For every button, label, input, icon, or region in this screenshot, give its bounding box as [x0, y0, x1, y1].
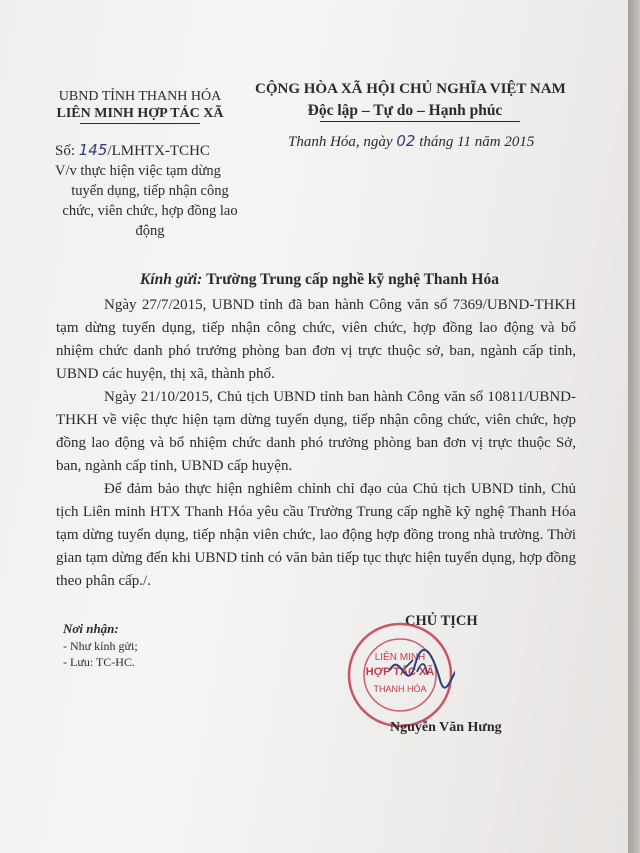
- place-and-date: [288, 132, 534, 151]
- greeting-label: Kính gửi:: [140, 271, 203, 288]
- reference-number: [55, 141, 210, 160]
- body-paragraph: Ngày 21/10/2015, Chủ tịch UBND tỉnh ban hành Công văn số 10811/UBND-THKH về việc thực hiện tạm dừng tuyển dụng, tiếp nhận công chức, viên chức, hợp đồng lao động và bổ nhiệm chức danh phó trưởng phòng ban đơn vị trực thuộc Sở, ban, ngành cấp tỉnh, UBND cấp huyện.: [56, 389, 576, 474]
- date-suffix: tháng 11 năm 2015: [419, 134, 535, 150]
- ref-prefix: Số:: [55, 143, 76, 159]
- signer-name: Nguyễn Văn Hưng: [390, 720, 502, 735]
- recipient-item: - Lưu: TC-HC.: [63, 655, 135, 669]
- stamp-text-mid: HỢP TÁC XÃ: [365, 666, 435, 678]
- recipients-title: Nơi nhận:: [63, 621, 119, 636]
- national-motto: Độc lập – Tự do – Hạnh phúc: [307, 102, 503, 119]
- subject-line: V/v thực hiện việc tạm dừng: [55, 163, 221, 179]
- greeting-recipient: Trường Trung cấp nghề kỹ nghệ Thanh Hóa: [206, 271, 499, 288]
- issuer-authority: UBND TỈNH THANH HÓA: [58, 89, 222, 104]
- ref-suffix: /LMHTX-TCHC: [107, 143, 210, 159]
- subject-line: chức, viên chức, hợp đồng lao: [62, 203, 238, 219]
- stamp-text-top: LIÊN MINH: [374, 652, 426, 663]
- subject-line: động: [135, 223, 165, 239]
- stamp-text-bottom: THANH HÓA: [373, 684, 427, 694]
- ref-number-handwritten: 145: [78, 141, 108, 159]
- date-prefix: Thanh Hóa, ngày: [288, 134, 393, 150]
- issuer-header: [40, 88, 240, 122]
- signer-title: CHỦ TỊCH: [405, 613, 478, 629]
- subject-line: tuyển dụng, tiếp nhận công: [71, 183, 229, 199]
- greeting: [140, 271, 499, 289]
- letter-body: [56, 294, 576, 593]
- official-seal-stamp: [345, 620, 455, 730]
- background-surface: [628, 0, 640, 853]
- date-day-handwritten: 02: [396, 132, 416, 150]
- issuer-organization: LIÊN MINH HỢP TÁC XÃ: [56, 106, 224, 121]
- national-header: [255, 78, 566, 122]
- motto-underline: [320, 121, 520, 122]
- nation-title: CỘNG HÒA XÃ HỘI CHỦ NGHĨA VIỆT NAM: [255, 81, 566, 97]
- recipient-item: - Như kính gửi;: [63, 639, 138, 653]
- issuer-underline: [80, 123, 200, 124]
- body-paragraph: Để đảm bảo thực hiện nghiêm chỉnh chỉ đạo của Chủ tịch UBND tỉnh, Chủ tịch Liên minh HTX Thanh Hóa yêu cầu Trường Trung cấp nghề kỹ nghệ Thanh Hóa tạm dừng tuyển dụng, tiếp nhận viên chức, lao động hợp đồng trong nhà trường. Thời gian tạm dừng đến khi UBND tỉnh có văn bản tiếp tục thực hiện tuyển dụng, hợp đồng theo phân cấp./.: [56, 481, 576, 589]
- subject-block: [55, 161, 245, 241]
- body-paragraph: Ngày 27/7/2015, UBND tỉnh đã ban hành Công văn số 7369/UBND-THKH tạm dừng tuyển dụng, tiếp nhận công chức, viên chức, hợp đồng lao động và bổ nhiệm chức danh phó trưởng phòng ban đơn vị trực thuộc sở, ban, ngành cấp tỉnh, UBND các huyện, thị xã, thành phố.: [56, 297, 576, 382]
